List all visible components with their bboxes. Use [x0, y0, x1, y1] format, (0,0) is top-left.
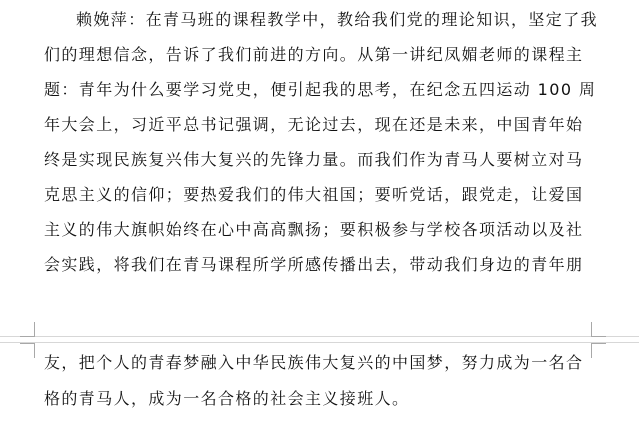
- document-line-7: 主义的伟大旗帜始终在心中高高飘扬；要积极参与学校各项活动以及社: [44, 220, 584, 239]
- document-line-9: 友，把个人的青春梦融入中华民族伟大复兴的中国梦，努力成为一名合: [44, 353, 584, 372]
- document-line-2: 们的理想信念，告诉了我们前进的方向。从第一讲纪凤媚老师的课程主: [44, 45, 584, 64]
- document-line-10: 格的青马人，成为一名合格的社会主义接班人。: [44, 389, 410, 408]
- document-line-5: 终是实现民族复兴伟大复兴的先锋力量。而我们作为青马人要树立对马: [44, 150, 584, 169]
- page-break-line-top: [0, 336, 639, 337]
- page-corner-marker-top-left: [20, 322, 35, 337]
- document-line-8: 会实践，将我们在青马课程所学所感传播出去，带动我们身边的青年朋: [44, 255, 584, 274]
- document-line-3: 题：青年为什么要学习党史，便引起我的思考，在纪念五四运动 100 周: [44, 80, 597, 99]
- page-corner-marker-top-right: [591, 322, 606, 337]
- page-corner-marker-bottom-left: [20, 343, 35, 358]
- document-line-4: 年大会上，习近平总书记强调，无论过去，现在还是未来，中国青年始: [44, 115, 584, 134]
- page-break-line-bottom: [0, 342, 639, 343]
- document-line-6: 克思主义的信仰；要热爱我们的伟大祖国；要听党话，跟党走，让爱国: [44, 185, 584, 204]
- document-line-1: 赖娩萍：在青马班的课程教学中，教给我们党的理论知识，坚定了我: [76, 10, 599, 29]
